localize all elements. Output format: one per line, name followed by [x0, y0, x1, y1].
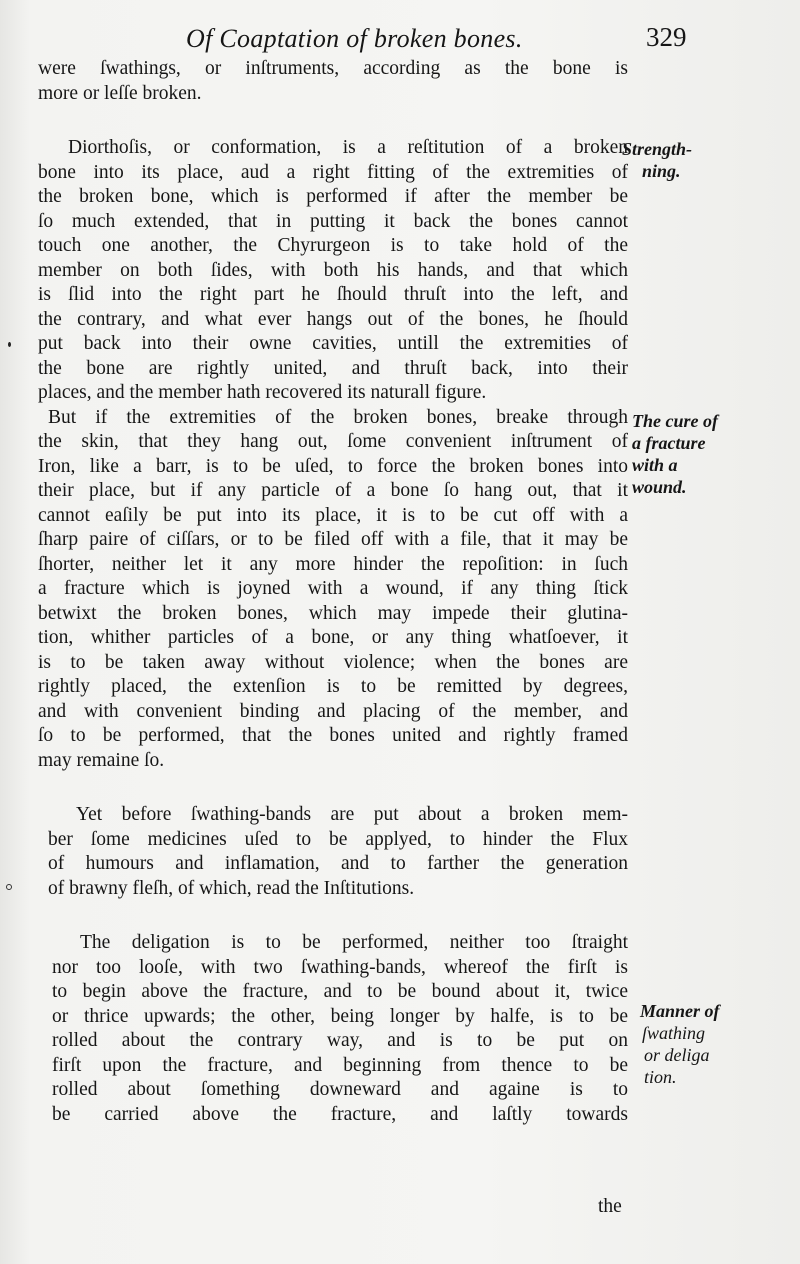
catchword: the: [598, 1196, 622, 1217]
paragraph: [38, 803, 628, 828]
margin-note-line: Manner of: [640, 1001, 720, 1021]
text-line: But if the extremities of the broken bones, breake through: [48, 406, 628, 428]
text-line: of brawny fleſh, of which, read the Inſtitutions.: [48, 877, 415, 899]
text-line: their place, but if any particle of a bone ſo hang out, that it: [38, 480, 628, 501]
text-line: rolled about ſomething downeward and againe is to: [52, 1079, 628, 1100]
text-line: be carried above the fracture, and laſtly towards: [52, 1103, 628, 1125]
text-line: the contrary, and what ever hangs out of the bones, he ſhould: [38, 308, 628, 330]
page-number: 329: [646, 22, 687, 52]
text-line: more or leſſe broken.: [38, 82, 202, 104]
text-line: and with convenient binding and placing of the member, and: [38, 700, 628, 722]
margin-note-line: or deliga: [644, 1045, 710, 1065]
margin-note-strengthning: [622, 138, 692, 182]
margin-note-line: tion.: [644, 1067, 677, 1087]
text-line: member on both ſides, with both his hands, and that which: [38, 259, 628, 281]
text-line: is ſlid into the right part he ſhould thruſt into the left, and: [38, 284, 628, 305]
text-line: tion, whither particles of a bone, or any thing whatſoever, it: [38, 627, 628, 648]
margin-note-line: with a: [632, 455, 678, 475]
text-line: of humours and inflamation, and to farther the generation: [48, 853, 628, 874]
margin-note-line: a fracture: [632, 433, 706, 453]
text-line: betwixt the broken bones, which may impede their glutina-: [38, 602, 628, 624]
text-line: rolled about the contrary way, and is to be put on: [52, 1030, 628, 1051]
body-text: [38, 57, 628, 1127]
text-line: The deligation is to be performed, neither too ſtraight: [80, 932, 628, 953]
text-line: were ſwathings, or inſtruments, according as the bone is: [38, 58, 628, 79]
text-line: rightly placed, the extenſion is to be remitted by degrees,: [38, 676, 628, 697]
text-line: ber ſome medicines uſed to be applyed, to hinder the Flux: [48, 828, 628, 850]
margin-note-manner-of-swathing: [640, 1000, 720, 1088]
text-line: Iron, like a barr, is to be uſed, to force the broken bones into: [38, 455, 628, 477]
text-line: the broken bone, which is performed if after the member be: [38, 186, 628, 207]
running-title: Of Coaptation of broken bones.: [186, 24, 523, 53]
ink-speck: [8, 342, 11, 347]
paragraph-continued: [38, 956, 628, 1128]
paragraph: [38, 406, 628, 431]
margin-note-line: Strength-: [622, 139, 693, 159]
text-line: Diorthoſis, or conformation, is a reſtitution of a broken: [68, 137, 628, 158]
text-line: ſo to be performed, that the bones united and rightly framed: [38, 725, 628, 746]
text-line: nor too looſe, with two ſwathing-bands, whereof the firſt is: [52, 956, 628, 978]
text-line: ſharp paire of ciſſars, or to be filed off with a file, that it may be: [38, 529, 628, 550]
paragraph: [38, 57, 628, 106]
ink-speck: [6, 884, 12, 890]
page-header: [0, 18, 800, 58]
margin-note-line: The cure of: [632, 411, 718, 431]
margin-note-cure-of-fracture: [632, 410, 718, 498]
text-line: ſo much extended, that in putting it back the bones cannot: [38, 210, 628, 232]
text-line: the bone are rightly united, and thruſt back, into their: [38, 357, 628, 379]
text-line: ſhorter, neither let it any more hinder the repoſition: in ſuch: [38, 553, 628, 575]
text-line: or thrice upwards; the other, being longer by halfe, is to be: [52, 1005, 628, 1027]
paragraph-continued: [38, 430, 628, 773]
paragraph: [38, 931, 628, 956]
text-line: firſt upon the fracture, and beginning from thence to be: [52, 1054, 628, 1076]
text-line: bone into its place, aud a right fitting of the extremities of: [38, 161, 628, 183]
margin-note-line: wound.: [632, 477, 687, 497]
paragraph: [38, 136, 628, 161]
text-line: put back into their owne cavities, untill the extremities of: [38, 333, 628, 354]
text-line: a fracture which is joyned with a wound, if any thing ſtick: [38, 578, 628, 599]
text-line: to begin above the fracture, and to be bound about it, twice: [52, 981, 628, 1002]
paragraph-continued: [38, 828, 628, 902]
text-line: touch one another, the Chyrurgeon is to take hold of the: [38, 235, 628, 256]
text-line: places, and the member hath recovered its naturall figure.: [38, 382, 487, 403]
paragraph-continued: [38, 161, 628, 406]
text-line: may remaine ſo.: [38, 749, 165, 771]
margin-note-line: ning.: [642, 161, 681, 181]
text-line: is to be taken away without violence; when the bones are: [38, 651, 628, 673]
text-line: the skin, that they hang out, ſome convenient inſtrument of: [38, 431, 628, 452]
text-line: cannot eaſily be put into its place, it is to be cut off with a: [38, 504, 628, 526]
text-line: Yet before ſwathing-bands are put about a broken mem-: [76, 804, 628, 825]
margin-note-line: ſwathing: [642, 1023, 706, 1043]
